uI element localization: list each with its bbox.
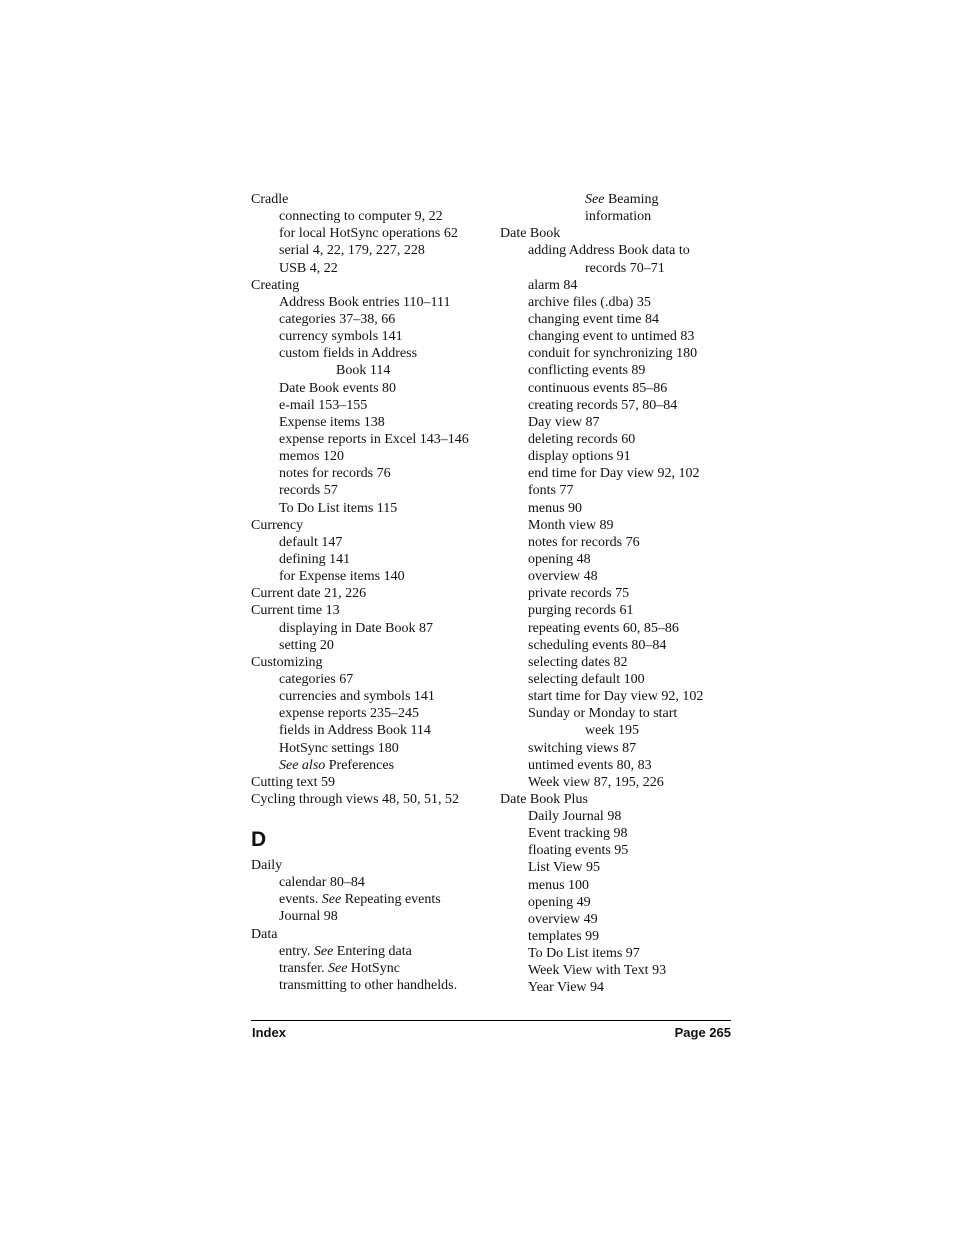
index-entry-text: Week View with Text 93 [528, 963, 667, 979]
index-subentry [251, 705, 491, 722]
index-column-right [500, 191, 740, 997]
index-entry-text: Sunday or Monday to start [528, 706, 678, 722]
index-letter-text: D [251, 828, 267, 852]
index-subentry [251, 568, 491, 585]
index-subentry [500, 328, 740, 345]
index-entry [500, 225, 740, 242]
index-entry-text: scheduling events 80–84 [528, 637, 667, 653]
index-entry [251, 926, 491, 943]
index-entry-text: Cutting text 59 [251, 774, 335, 790]
index-entry-text: e-mail 153–155 [279, 397, 368, 413]
index-entry-text: display options 91 [528, 449, 631, 465]
cross-reference-marker: See [585, 192, 608, 207]
index-subentry [500, 482, 740, 499]
index-entry-text: Event tracking 98 [528, 826, 628, 842]
index-entry-text: Date Book [500, 226, 561, 242]
index-entry-text: USB 4, 22 [279, 260, 338, 276]
index-entry-text: Date Book events 80 [279, 380, 397, 396]
index-subentry [251, 620, 491, 637]
index-subentry [251, 414, 491, 431]
index-entry [500, 791, 740, 808]
footer-rule [251, 1020, 731, 1021]
index-subentry [500, 311, 740, 328]
index-entry-text: Book 114 [336, 363, 391, 379]
index-entry-prefix: events. [279, 892, 322, 908]
index-continuation [500, 208, 740, 225]
index-subentry [500, 740, 740, 757]
index-entry-text: switching views 87 [528, 740, 637, 756]
index-entry-text: records 57 [279, 483, 338, 499]
index-entry-text: transmitting to other handhelds. [279, 978, 458, 994]
footer-page-number: Page 265 [674, 1025, 731, 1040]
cross-reference-marker: See [321, 892, 345, 908]
index-entry-text: opening 49 [528, 894, 591, 910]
index-entry-text: Currency [251, 517, 304, 533]
cross-reference-marker: See [327, 960, 351, 976]
index-subentry [500, 808, 740, 825]
index-subentry [251, 431, 491, 448]
index-subentry [500, 774, 740, 791]
index-subentry [500, 242, 740, 259]
index-subentry [251, 328, 491, 345]
index-subentry [500, 979, 740, 996]
index-entry-text: Creating [251, 277, 300, 293]
index-entry-text: currencies and symbols 141 [279, 689, 435, 705]
index-entry-text: notes for records 76 [279, 466, 391, 482]
index-entry-text: Data [251, 926, 278, 942]
index-entry [251, 602, 491, 619]
index-subentry [500, 517, 740, 534]
index-subentry [500, 671, 740, 688]
index-entry-text: for Expense items 140 [279, 569, 405, 585]
index-subentry [251, 960, 491, 977]
index-entry [251, 654, 491, 671]
index-subentry [500, 448, 740, 465]
index-subentry [500, 945, 740, 962]
index-entry-prefix: entry. [279, 943, 314, 959]
index-subentry [251, 500, 491, 517]
index-subentry [500, 534, 740, 551]
index-subentry [251, 908, 491, 925]
index-subentry [251, 225, 491, 242]
index-subentry [500, 842, 740, 859]
index-entry-text: Current date 21, 226 [251, 586, 367, 602]
index-entry-text: repeating events 60, 85–86 [528, 620, 679, 636]
index-subentry [251, 671, 491, 688]
index-entry-text: Journal 98 [279, 909, 338, 925]
index-subentry [251, 722, 491, 739]
index-subentry [251, 465, 491, 482]
index-entry-text: default 147 [279, 534, 343, 550]
index-entry [251, 277, 491, 294]
index-subentry [251, 757, 491, 774]
index-subentry [251, 380, 491, 397]
index-entry-text: opening 48 [528, 551, 591, 567]
index-entry-text: end time for Day view 92, 102 [528, 466, 700, 482]
index-subentry [251, 294, 491, 311]
index-entry-text: floating events 95 [528, 843, 629, 859]
index-subentry [251, 740, 491, 757]
index-subentry [500, 620, 740, 637]
index-entry-text: categories 67 [279, 671, 354, 687]
index-entry-text: categories 37–38, 66 [279, 311, 396, 327]
index-entry-text: To Do List items 97 [528, 946, 640, 962]
index-entry-text: conflicting events 89 [528, 363, 646, 379]
index-subentry [251, 551, 491, 568]
index-subentry [500, 688, 740, 705]
index-subentry [251, 637, 491, 654]
index-continuation [500, 260, 740, 277]
index-entry [251, 517, 491, 534]
index-subentry [500, 277, 740, 294]
index-subentry [500, 414, 740, 431]
index-entry-text: overview 48 [528, 569, 598, 585]
index-subentry [500, 431, 740, 448]
index-letter-heading [251, 823, 491, 857]
index-entry-text: fonts 77 [528, 483, 574, 499]
index-entry-text: Repeating events [344, 892, 441, 908]
index-entry-text: defining 141 [279, 551, 351, 567]
index-entry-text: private records 75 [528, 586, 630, 602]
index-subentry [500, 825, 740, 842]
index-continuation [500, 722, 740, 739]
index-entry-text: Year View 94 [528, 980, 605, 996]
index-entry-text: connecting to computer 9, 22 [279, 209, 443, 225]
index-entry-text: Preferences [328, 757, 395, 773]
index-entry-text: custom fields in Address [279, 346, 418, 362]
cross-reference-marker: See also [279, 757, 329, 773]
index-subentry [251, 397, 491, 414]
index-subentry [500, 380, 740, 397]
index-entry-text: records 70–71 [585, 260, 665, 276]
index-subentry [500, 362, 740, 379]
index-subentry [500, 637, 740, 654]
index-entry-text: Customizing [251, 654, 323, 670]
index-subentry [251, 208, 491, 225]
index-entry-text: Beaming [607, 192, 659, 207]
index-entry-text: information [585, 209, 652, 225]
index-entry-text: HotSync [350, 960, 400, 976]
index-entry-text: Daily Journal 98 [528, 809, 622, 825]
index-entry-text: expense reports in Excel 143–146 [279, 431, 469, 447]
index-entry-text: for local HotSync operations 62 [279, 226, 458, 242]
index-entry-text: Entering data [336, 943, 412, 959]
index-entry-text: continuous events 85–86 [528, 380, 668, 396]
index-continuation [500, 191, 740, 208]
index-entry-text: serial 4, 22, 179, 227, 228 [279, 243, 425, 259]
index-subentry [500, 294, 740, 311]
index-entry-text: expense reports 235–245 [279, 706, 419, 722]
index-entry-text: Week view 87, 195, 226 [528, 774, 664, 790]
index-entry-text: Address Book entries 110–111 [279, 294, 451, 310]
index-entry-text: changing event time 84 [528, 311, 660, 327]
cross-reference-marker: See [313, 943, 337, 959]
index-entry-prefix: transfer. [279, 960, 328, 976]
index-entry-text: currency symbols 141 [279, 329, 403, 345]
index-entry-text: menus 90 [528, 500, 583, 516]
index-entry-text: Expense items 138 [279, 414, 385, 430]
index-entry-text: selecting dates 82 [528, 654, 628, 670]
index-entry-text: creating records 57, 80–84 [528, 397, 678, 413]
index-entry-text: calendar 80–84 [279, 875, 365, 891]
index-entry-text: setting 20 [279, 637, 334, 653]
index-entry [251, 585, 491, 602]
index-column-left [251, 191, 491, 994]
index-entry-text: templates 99 [528, 929, 600, 945]
index-subentry [251, 943, 491, 960]
index-subentry [500, 894, 740, 911]
index-entry-text: notes for records 76 [528, 534, 640, 550]
index-entry-text: memos 120 [279, 449, 344, 465]
index-entry-text: week 195 [585, 723, 640, 739]
index-entry-text: alarm 84 [528, 277, 578, 293]
index-subentry [251, 260, 491, 277]
index-subentry [500, 602, 740, 619]
index-subentry [251, 977, 491, 994]
index-subentry [500, 705, 740, 722]
index-subentry [500, 568, 740, 585]
index-entry-text: purging records 61 [528, 603, 634, 619]
index-subentry [500, 859, 740, 876]
index-subentry [500, 911, 740, 928]
index-subentry [251, 534, 491, 551]
index-subentry [500, 500, 740, 517]
index-entry-text: Day view 87 [528, 414, 600, 430]
index-entry-text: List View 95 [528, 860, 601, 876]
index-subentry [500, 928, 740, 945]
index-entry-text: Daily [251, 858, 283, 874]
index-entry-text: HotSync settings 180 [279, 740, 399, 756]
index-subentry [500, 654, 740, 671]
index-entry-text: Cycling through views 48, 50, 51, 52 [251, 791, 460, 807]
index-entry-text: fields in Address Book 114 [279, 723, 431, 739]
index-subentry [500, 345, 740, 362]
index-entry-text: start time for Day view 92, 102 [528, 689, 704, 705]
index-entry-text: conduit for synchronizing 180 [528, 346, 698, 362]
index-entry-text: Current time 13 [251, 603, 340, 619]
index-entry-text: Month view 89 [528, 517, 614, 533]
index-entry [251, 774, 491, 791]
index-subentry [251, 482, 491, 499]
index-subentry [251, 311, 491, 328]
index-subentry [251, 448, 491, 465]
index-subentry [500, 962, 740, 979]
index-entry-text: displaying in Date Book 87 [279, 620, 433, 636]
index-subentry [500, 397, 740, 414]
index-subentry [500, 465, 740, 482]
index-entry-text: menus 100 [528, 877, 590, 893]
index-subentry [251, 345, 491, 362]
index-subentry [500, 877, 740, 894]
index-entry-text: untimed events 80, 83 [528, 757, 652, 773]
index-subentry [251, 891, 491, 908]
footer-section-label: Index [252, 1025, 286, 1040]
index-subentry [251, 874, 491, 891]
index-subentry [251, 688, 491, 705]
index-entry-text: archive files (.dba) 35 [528, 294, 651, 310]
index-subentry [500, 551, 740, 568]
index-subentry [500, 585, 740, 602]
index-subentry [500, 757, 740, 774]
index-entry-text: To Do List items 115 [279, 500, 398, 516]
index-entry-text: overview 49 [528, 911, 598, 927]
index-entry [251, 791, 491, 808]
index-entry-text: deleting records 60 [528, 431, 636, 447]
index-entry-text: Cradle [251, 192, 289, 207]
index-entry-text: changing event to untimed 83 [528, 329, 695, 345]
index-subentry [251, 242, 491, 259]
index-entry-text: selecting default 100 [528, 671, 645, 687]
index-entry-text: adding Address Book data to [528, 243, 690, 259]
index-continuation [251, 362, 491, 379]
index-entry [251, 857, 491, 874]
index-entry [251, 191, 491, 208]
index-entry-text: Date Book Plus [500, 791, 588, 807]
